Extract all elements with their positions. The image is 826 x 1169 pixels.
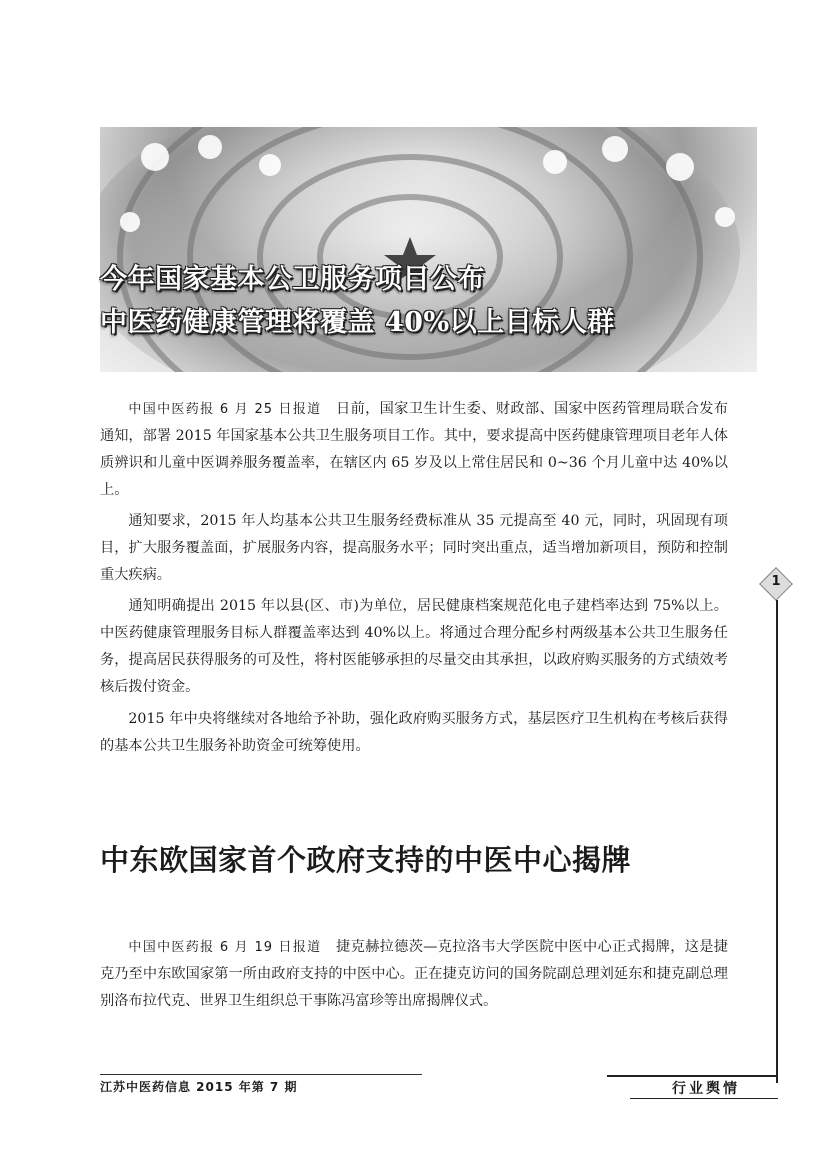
article1-paragraph-3: 通知明确提出 2015 年以县(区、市)为单位，居民健康档案规范化电子建档率达到 75%以上。中医药健康管理服务目标人群覆盖率达到 40%以上。将通过合理分配乡村两级基本公共卫生服务任务，提高居民获得服务的可及性，将村医能够承担的尽量交由其承担，以政府购买服务的方式绩效考核后拨付资金。 <box>100 598 728 695</box>
article1-source: 中国中医药报 6 月 25 日报道 <box>128 402 322 417</box>
journal-issue: 江苏中医药信息 2015 年第 7 期 <box>100 1080 298 1094</box>
article1-title-line2: 中医药健康管理将覆盖 40%以上目标人群 <box>100 307 615 338</box>
article1-paragraph-4: 2015 年中央将继续对各地给予补助，强化政府购买服务方式，基层医疗卫生机构在考核后获得的基本公共卫生服务补助资金可统筹使用。 <box>100 711 728 754</box>
section-label: 行业舆情 <box>672 1081 740 1097</box>
footer-divider-bottom <box>630 1098 778 1099</box>
footer-divider-right <box>607 1075 778 1077</box>
article2-title: 中东欧国家首个政府支持的中医中心揭牌 <box>100 843 632 877</box>
article2-source: 中国中医药报 6 月 19 日报道 <box>128 940 322 955</box>
article1-paragraph-1: 中国中医药报 6 月 25 日报道 日前，国家卫生计生委、财政部、国家中医药管理局联合发布通知，部署 2015 年国家基本公共卫生服务项目工作。其中，要求提高中医药健康管理项目老年人体质辨识和儿童中医调养服务覆盖率，在辖区内 65 岁及以上常住居民和 0~36 个月儿童中达 40%以上。 <box>100 401 728 498</box>
article2-paragraph-1: 中国中医药报 6 月 19 日报道 捷克赫拉德茨—克拉洛韦大学医院中医中心正式揭牌，这是捷克乃至中东欧国家第一所由政府支持的中医中心。正在捷克访问的国务院副总理刘延东和捷克副总理别洛布拉代克、世界卫生组织总干事陈冯富珍等出席揭牌仪式。 <box>100 939 728 1009</box>
footer-divider-left <box>100 1074 422 1075</box>
page-number: 1 <box>771 574 781 589</box>
article1-title-line1: 今年国家基本公卫服务项目公布 <box>100 264 485 295</box>
right-margin-rule <box>776 600 778 1083</box>
article1-paragraph-2: 通知要求，2015 年人均基本公共卫生服务经费标准从 35 元提高至 40 元，同时，巩固现有项目，扩大服务覆盖面，扩展服务内容，提高服务水平；同时突出重点，适当增加新项目，预防和控制重大疾病。 <box>100 513 728 583</box>
